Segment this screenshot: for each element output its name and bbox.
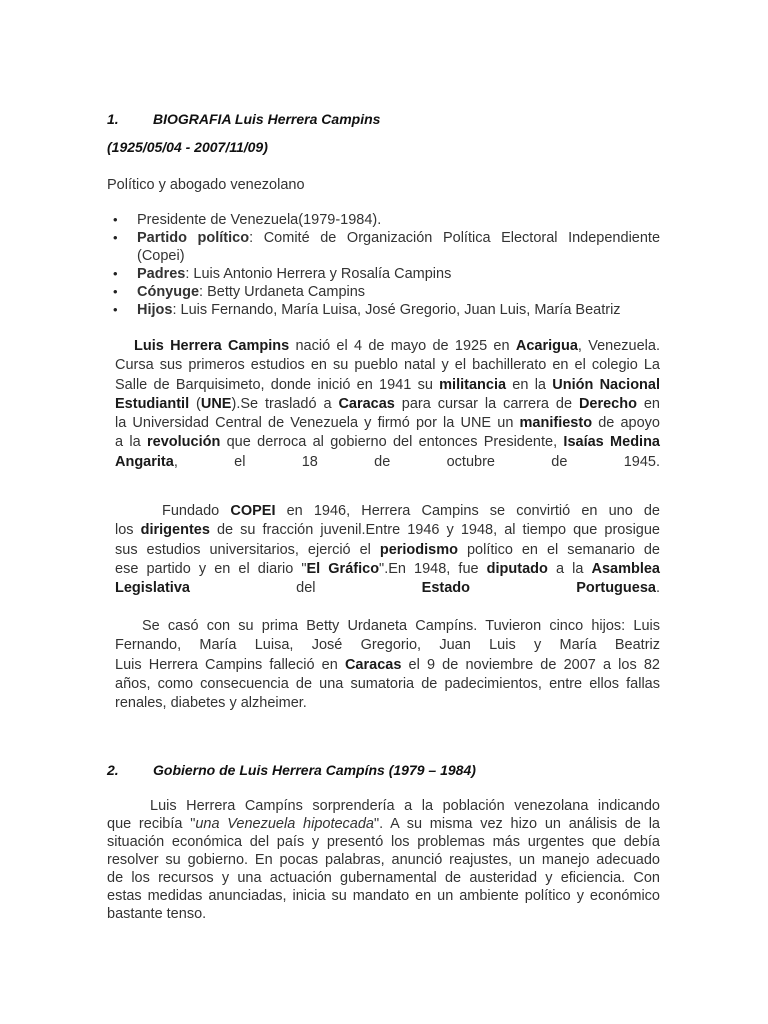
section-1-title: BIOGRAFIA Luis Herrera Campins xyxy=(153,111,381,127)
list-item: • Hijos: Luis Fernando, María Luisa, José Gregorio, Juan Luis, María Beatriz xyxy=(107,301,660,319)
bio-paragraph-2: Fundado COPEI en 1946, Herrera Campins se convirtió en uno de los dirigentes de su fracción juvenil.Entre 1946 y 1948, al tiempo que prosigue sus estudios universitarios, ejerció el periodismo político en el semanario de ese partido y en el diario "El Gráfico".En 1948, fue diputado a la Asamblea Legislativa del Estado Portuguesa. xyxy=(115,503,660,597)
bio-paragraph-1: Luis Herrera Campins nació el 4 de mayo de 1925 en Acarigua, Venezuela. Cursa sus primeros estudios en su pueblo natal y el bachillerato en el colegio La Salle de Barquisimeto, donde inició en 1941 su militancia en la Unión Nacional Estudiantil (UNE).Se trasladó a Caracas para cursar la carrera de Derecho en la Universidad Central de Venezuela y firmó por la UNE un manifiesto de apoyo a la revolución que derroca al gobierno del entonces Presidente, Isaías Medina Angarita, el 18 de octubre de 1945. xyxy=(115,338,660,470)
list-item: • Cónyuge: Betty Urdaneta Campins xyxy=(107,283,660,301)
section-2-title: Gobierno de Luis Herrera Campíns (1979 – 1984) xyxy=(153,762,476,778)
list-item: • Partido político: Comité de Organización Política Electoral Independiente (Copei) xyxy=(107,229,660,265)
bio-facts-list xyxy=(107,211,660,319)
section-1-heading xyxy=(107,111,380,127)
section-2-number: 2. xyxy=(107,762,119,778)
government-paragraph: Luis Herrera Campíns sorprendería a la población venezolana indicando que recibía "una Venezuela hipotecada". A su misma vez hizo un análisis de la situación económica del país y presentó los problemas más urgentes que debía resolver su gobierno. En pocas palabras, anunció reajustes, un manejo adecuado de los recursos y una actuación gubernamental de austeridad y eficiencia. Con estas medidas anunciadas, inicia su mandato en un ambiente político y económico bastante tenso. xyxy=(107,798,660,922)
life-dates: (1925/05/04 - 2007/11/09) xyxy=(107,139,268,155)
list-item: • Presidente de Venezuela(1979-1984). xyxy=(107,211,660,229)
section-1-number: 1. xyxy=(107,111,119,127)
section-2-heading xyxy=(107,762,476,778)
bio-paragraph-3: Se casó con su prima Betty Urdaneta Campíns. Tuvieron cinco hijos: Luis Fernando, María Luisa, José Gregorio, Juan Luis y María Beatriz Luis Herrera Campins falleció en Caracas el 9 de noviembre de 2007 a los 82 años, como consecuencia de una sumatoria de padecimientos, entre ellos fallas renales, diabetes y alzheimer. xyxy=(115,618,660,712)
list-item: • Padres: Luis Antonio Herrera y Rosalía Campins xyxy=(107,265,660,283)
intro-line: Político y abogado venezolano xyxy=(107,177,305,193)
